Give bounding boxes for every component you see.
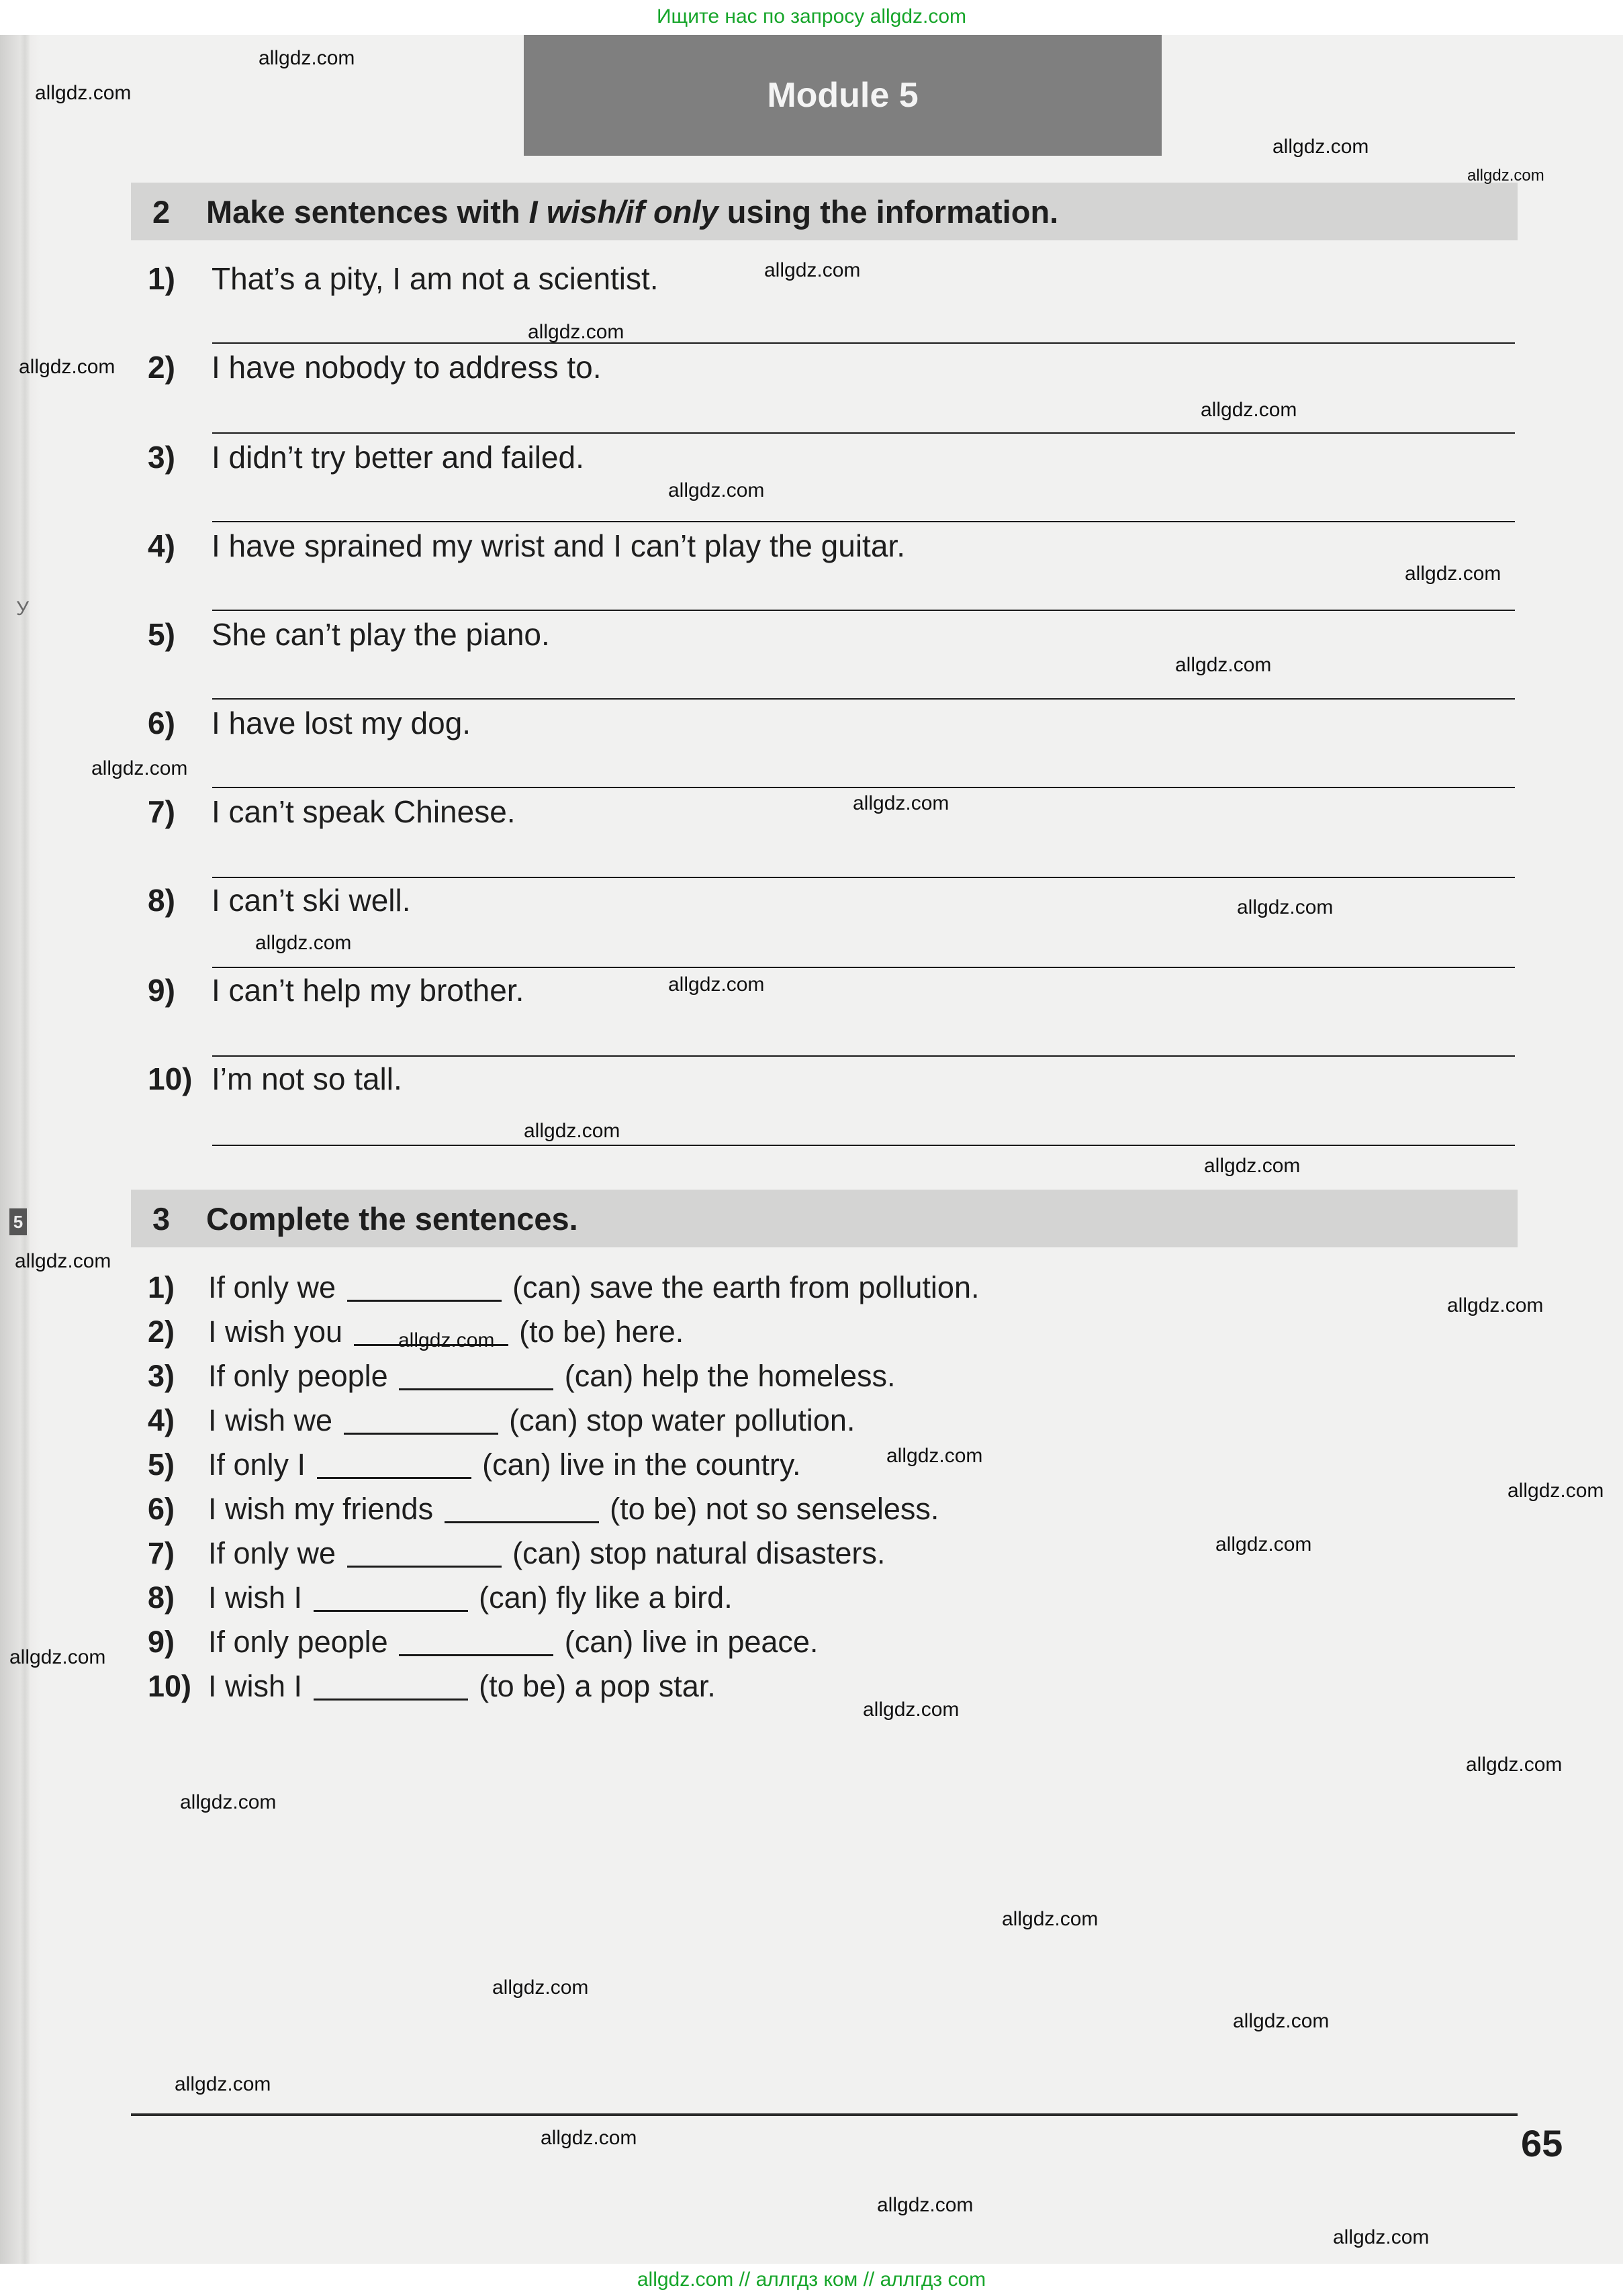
ex3-blank[interactable] — [317, 1475, 471, 1479]
watermark: allgdz.com — [9, 1646, 106, 1668]
module-title-tab — [524, 35, 1162, 156]
exercise-3-header — [131, 1190, 1518, 1247]
module-title: Module 5 — [767, 76, 919, 115]
watermark: allgdz.com — [1466, 1754, 1563, 1776]
watermark: allgdz.com — [19, 356, 115, 378]
watermark: allgdz.com — [764, 259, 861, 281]
ex2-item: 4) I have sprained my wrist and I can’t play the guitar. — [148, 528, 905, 563]
watermark: allgdz.com — [524, 1120, 620, 1142]
ex2-item: 9) I can’t help my brother. — [148, 973, 524, 1008]
ex3-item: 10) I wish I (to be) a pop star. — [148, 1669, 716, 1703]
watermark: allgdz.com — [1002, 1908, 1099, 1930]
ex3-item: 7) If only we (can) stop natural disasters. — [148, 1536, 886, 1570]
ex3-blank[interactable] — [347, 1298, 502, 1302]
bleed-through-badge: 5 — [9, 1208, 27, 1235]
watermark: allgdz.com — [668, 973, 765, 996]
watermark: allgdz.com — [91, 757, 188, 779]
exercise-2-title: Make sentences with I wish/if only using the information. — [206, 193, 1059, 230]
ex3-item: 3) If only people (can) help the homeless. — [148, 1359, 896, 1393]
ex2-item: 6) I have lost my dog. — [148, 706, 471, 740]
ex3-item: 1) If only we (can) save the earth from pollution. — [148, 1270, 980, 1304]
watermark: allgdz.com — [541, 2127, 637, 2149]
watermark: allgdz.com — [1272, 136, 1369, 158]
ex3-item: 2) I wish you (to be) here. — [148, 1314, 684, 1349]
bottom-rule — [131, 2113, 1518, 2116]
watermark: allgdz.com — [1237, 896, 1334, 918]
watermark: allgdz.com — [1204, 1155, 1301, 1177]
ex3-blank[interactable] — [314, 1696, 468, 1701]
watermark: allgdz.com — [1467, 166, 1544, 185]
ex2-item: 2) I have nobody to address to. — [148, 350, 602, 385]
ex2-answer-line[interactable] — [212, 1055, 1515, 1057]
ex2-answer-line[interactable] — [212, 967, 1515, 968]
watermark: allgdz.com — [1447, 1294, 1544, 1317]
watermark: allgdz.com — [1508, 1480, 1604, 1502]
watermark: allgdz.com — [853, 792, 949, 814]
ex3-blank[interactable] — [344, 1431, 498, 1435]
footer-links[interactable]: allgdz.com // аллгдз ком // аллгдз com — [0, 2264, 1623, 2296]
ex2-answer-line[interactable] — [212, 610, 1515, 611]
watermark: allgdz.com — [15, 1250, 111, 1272]
watermark: allgdz.com — [1175, 654, 1272, 676]
watermark: allgdz.com — [528, 321, 624, 343]
watermark: allgdz.com — [398, 1329, 495, 1351]
watermark: allgdz.com — [1233, 2010, 1330, 2032]
watermark: allgdz.com — [35, 82, 132, 104]
ex2-answer-line[interactable] — [212, 432, 1515, 434]
exercise-2-header — [131, 183, 1518, 240]
watermark: allgdz.com — [255, 932, 352, 954]
ex3-item: 8) I wish I (can) fly like a bird. — [148, 1580, 733, 1615]
exercise-2-number: 2 — [152, 193, 171, 230]
exercise-3-number: 3 — [152, 1200, 171, 1237]
ex3-blank[interactable] — [347, 1564, 502, 1568]
watermark: allgdz.com — [668, 479, 765, 501]
ex3-item: 5) If only I (can) live in the country. — [148, 1447, 801, 1482]
watermark: allgdz.com — [1215, 1533, 1312, 1556]
ex2-item: 8) I can’t ski well. — [148, 883, 411, 918]
watermark: allgdz.com — [259, 47, 355, 69]
ex2-item: 7) I can’t speak Chinese. — [148, 794, 516, 829]
watermark: allgdz.com — [1201, 399, 1297, 421]
page-number: 65 — [1521, 2122, 1563, 2164]
watermark: allgdz.com — [877, 2194, 974, 2216]
bleed-through-letter: У — [16, 597, 30, 620]
ex3-item: 9) If only people (can) live in peace. — [148, 1625, 819, 1659]
ex2-item: 3) I didn’t try better and failed. — [148, 440, 584, 475]
watermark: allgdz.com — [1405, 563, 1501, 585]
page-binding-edge — [20, 0, 30, 2296]
ex3-blank[interactable] — [399, 1652, 553, 1656]
ex2-item: 5) She can’t play the piano. — [148, 617, 550, 652]
watermark: allgdz.com — [863, 1699, 960, 1721]
watermark: allgdz.com — [180, 1791, 277, 1813]
watermark: allgdz.com — [175, 2073, 271, 2095]
watermark: allgdz.com — [1333, 2226, 1430, 2248]
watermark: allgdz.com — [886, 1445, 983, 1467]
ex3-blank[interactable] — [445, 1519, 599, 1523]
ex3-item: 4) I wish we (can) stop water pollution. — [148, 1403, 855, 1437]
exercise-3-title: Complete the sentences. — [206, 1200, 578, 1237]
top-banner[interactable]: Ищите нас по запросу allgdz.com — [0, 0, 1623, 35]
ex2-answer-line[interactable] — [212, 1145, 1515, 1146]
ex3-blank[interactable] — [314, 1608, 468, 1612]
ex2-answer-line[interactable] — [212, 877, 1515, 878]
ex2-answer-line[interactable] — [212, 342, 1515, 344]
watermark: allgdz.com — [492, 1976, 589, 1999]
ex2-answer-line[interactable] — [212, 787, 1515, 788]
ex3-item: 6) I wish my friends (to be) not so senseless. — [148, 1492, 939, 1526]
ex2-answer-line[interactable] — [212, 521, 1515, 522]
ex2-item: 10) I’m not so tall. — [148, 1061, 402, 1096]
ex3-blank[interactable] — [399, 1386, 553, 1390]
ex2-item: 1) That’s a pity, I am not a scientist. — [148, 261, 659, 296]
ex2-answer-line[interactable] — [212, 698, 1515, 700]
